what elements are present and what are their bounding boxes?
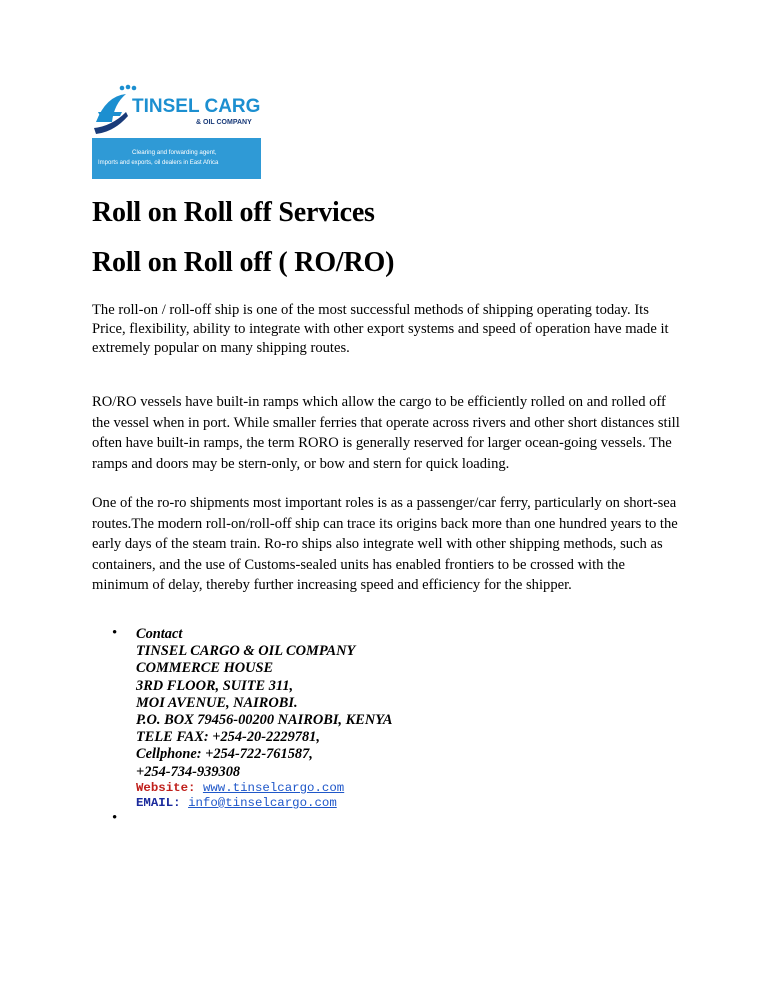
cellphone-alt: +254-734-939308 — [136, 763, 241, 780]
website-label: Website: — [136, 780, 196, 795]
website-line — [136, 781, 672, 796]
svg-text:Clearing and forwarding agent,: Clearing and forwarding agent, — [132, 149, 217, 156]
email-label: EMAIL: — [136, 795, 181, 810]
ramps-paragraph: RO/RO vessels have built-in ramps which allow the cargo to be efficiently rolled on and rolled off the vessel when in port. While smaller ferries that operate across rivers and other short distances still often have built-in ramps, the term RORO is generally reserved for larger ocean-going vessels. The ramps and doors may be stern-only, or bow and stern for quick loading. — [92, 394, 680, 472]
address-street: MOI AVENUE, NAIROBI. — [136, 694, 298, 711]
address-building: COMMERCE HOUSE — [136, 660, 274, 677]
bullet-marker: • — [112, 809, 118, 826]
page-title: Roll on Roll off Services — [92, 197, 375, 228]
svg-text:TINSEL CARGO: TINSEL CARGO — [132, 96, 261, 117]
svg-text:& OIL COMPANY: & OIL COMPANY — [196, 119, 252, 126]
company-logo — [92, 82, 261, 179]
tele-fax: TELE FAX: +254-20-2229781, — [136, 729, 320, 746]
contact-list-item — [112, 626, 672, 811]
email-link[interactable]: info@tinselcargo.com — [188, 795, 337, 810]
intro-paragraph: The roll-on / roll-off ship is one of the most successful methods of shipping operating today. Its Price, flexibility, ability to integrate with other export systems and speed of operation have made it extremely popular on many shipping routes. — [92, 302, 669, 356]
ferry-paragraph: One of the ro-ro shipments most important roles is as a passenger/car ferry, particularly on short-sea routes.The modern roll-on/roll-off ship can trace its origins back more than one hundred years to the early days of the steam train. Ro-ro ships also integrate well with other shipping methods, such as containers, and the use of Customs-sealed units has enabled frontiers to be crossed with the minimum of delay, thereby further increasing speed and efficiency for the shipper. — [92, 495, 678, 593]
tinsel-cargo-logo — [92, 82, 261, 179]
company-name: TINSEL CARGO & OIL COMPANY — [136, 643, 356, 660]
cellphone: Cellphone: +254-722-761587, — [136, 746, 313, 763]
email-line — [136, 796, 672, 811]
section-title: Roll on Roll off ( RO/RO) — [92, 247, 395, 278]
contact-list — [112, 626, 672, 831]
address-po-box: P.O. BOX 79456-00200 NAIROBI, KENYA — [136, 712, 393, 729]
contact-heading: Contact — [136, 626, 183, 642]
address-floor: 3RD FLOOR, SUITE 311, — [136, 677, 294, 694]
empty-list-item — [112, 811, 672, 831]
bullet-marker: • — [112, 625, 118, 641]
website-link[interactable]: www.tinselcargo.com — [202, 780, 345, 795]
svg-text:Imports and exports, oil deale: Imports and exports, oil dealers in East Africa — [98, 160, 219, 166]
